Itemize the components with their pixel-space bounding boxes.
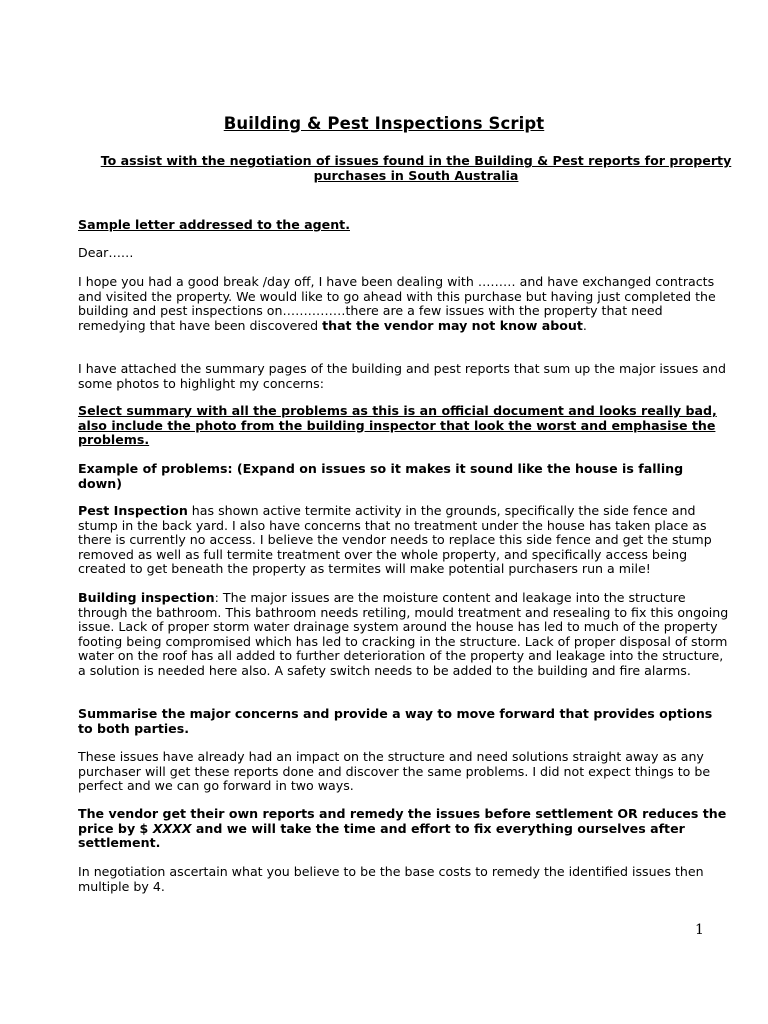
example-heading: Example of problems: (Expand on issues so it makes it sound like the house is falling down) — [78, 461, 684, 491]
paragraph-intro-text: I hope you had a good break /day off, I have been dealing with ……… and have exchanged contracts and visited the property. We would like to go ahead with this purchase but having just completed the building and pest inspections on……………there are a few issues with the property that need remedying that have been discovered — [78, 274, 716, 333]
summarise-heading: Summarise the major concerns and provide a way to move forward that provides options to both parties. — [78, 706, 713, 736]
vendor-options — [78, 807, 730, 851]
paragraph-attached: I have attached the summary pages of the building and pest reports that sum up the major issues and some photos to highlight my concerns: — [78, 361, 726, 391]
pest-text: has shown active termite activity in the grounds, specifically the side fence and stump in the back yard. I also have concerns that no treatment under the house has taken place as there is currently no access. I believe the vendor needs to replace this side fence and get the stump removed as well as full termite treatment over the whole property, and specifically access being created to get beneath the property as termites will make potential purchasers run a mile! — [78, 503, 712, 577]
salutation: Dear…… — [78, 245, 134, 260]
document-subtitle: To assist with the negotiation of issues found in the Building & Pest reports for property purchases in South Australia — [100, 153, 732, 183]
letter-heading: Sample letter addressed to the agent. — [78, 217, 350, 232]
building-label: Building inspection — [78, 590, 215, 605]
instruction-note: Select summary with all the problems as this is an official document and looks really bad, also include the photo from the building inspector that look the worst and emphasise the problems. — [78, 403, 717, 448]
vendor-text-start: The vendor get their own reports and remedy the issues before settlement OR reduces the price by $ — [78, 806, 727, 836]
vendor-price: XXXX — [152, 820, 192, 836]
vendor-text-end: and we will take the time and effort to fix everything ourselves after settlement. — [78, 820, 685, 851]
paragraph-intro-end: . — [582, 317, 587, 333]
document-title: Building & Pest Inspections Script — [223, 114, 545, 133]
building-text: : The major issues are the moisture content and leakage into the structure through the bathroom. This bathroom needs retiling, mould treatment and resealing to fix this ongoing issue. Lack of proper storm water drainage system around the house has led to much of the property footing being compromised which has led to cracking in the structure. Lack of proper disposal of storm water on the roof has all added to further deterioration of the property and leakage into the structure, a solution is needed here also. A safety switch needs to be added to the building and fire alarms. — [78, 590, 729, 678]
paragraph-intro — [78, 275, 730, 333]
paragraph-intro-emphasis: that the vendor may not know about — [322, 317, 583, 333]
page-number: 1 — [695, 922, 704, 938]
pest-label: Pest Inspection — [78, 503, 188, 518]
pest-paragraph — [78, 504, 730, 577]
issues-paragraph: These issues have already had an impact on the structure and need solutions straight away as any purchaser will get these reports done and discover the same problems. I did not expect things to be perfect and we can go forward in two ways. — [78, 749, 711, 794]
building-paragraph — [78, 591, 730, 679]
negotiation-paragraph: In negotiation ascertain what you believe to be the base costs to remedy the identified issues then multiple by 4. — [78, 864, 704, 894]
